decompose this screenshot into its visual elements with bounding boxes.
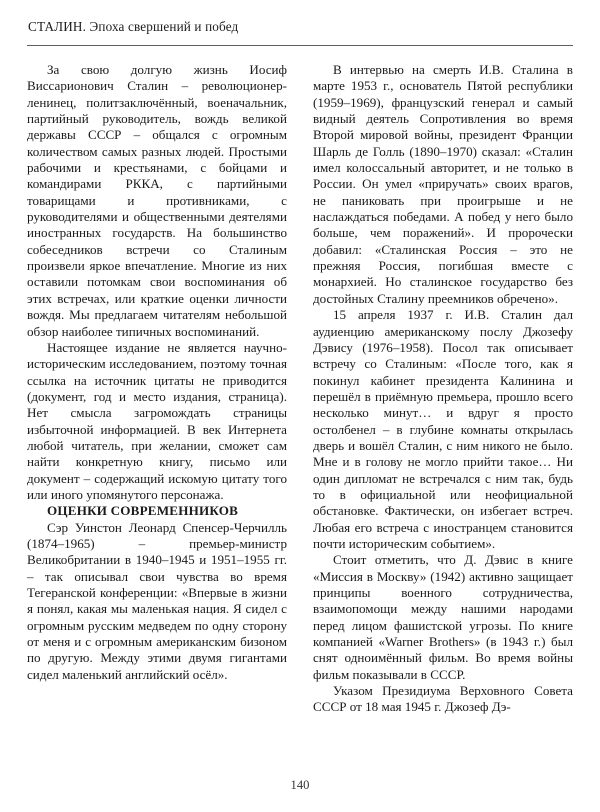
paragraph: 15 апреля 1937 г. И.В. Сталин дал аудиенцию американскому послу Джозефу Дэвису (1976–1958). Посол так описывает встречу со Сталиным: «После того, как я покинул кабинет президента Калинина и перешёл в приёмную премьера, прошло всего несколько минут… и вдруг я просто остолбенел – в глубине комнаты открылась дверь и вошёл Сталин, с ним никого не было. Мне и в голову не могло прийти такое… Ни один дипломат не встречался с ним так, будь то в официальной или неофициальной обстановке. Фактически, он избегает встреч. Любая его встреча с иностранцем становится почти историческим событием». bbox=[313, 307, 573, 551]
page-number: 140 bbox=[290, 778, 310, 792]
left-column bbox=[27, 62, 287, 683]
body-columns bbox=[27, 62, 573, 762]
paragraph: За свою долгую жизнь Иосиф Виссарионович Сталин – революционер-ленинец, политзаключённый, военачальник, партийный руководитель, вождь великой державы СССР – общался с огромным количеством самых разных людей. Простыми рабочими и крестьянами, с бойцами и командирами РККА, с партийными товарищами и противниками, с руководителями и общественными деятелями иностранных государств. На большинство собеседников встречи со Сталиным произвели яркое впечатление. Многие из них оставили потомкам свои воспоминания об этих встречах, или краткие оценки личности вождя. Мы предлагаем читателям небольшой обзор наиболее типичных воспоминаний. bbox=[27, 62, 287, 339]
paragraph: В интервью на смерть И.В. Сталина в марте 1953 г., основатель Пятой республики (1959–1969), французский генерал и самый видный деятель Сопротивления во время Второй мировой войны, президент Франции Шарль де Голль (1890–1970) сказал: «Сталин имел колоссальный авторитет, и не только в России. Он умел «приручать» своих врагов, не паниковать при проигрыше и не наслаждаться победами. А побед у него было больше, чем поражений». И пророчески добавил: «Сталинская Россия – это не прежняя Россия, погибшая вместе с монархией. Но сталинское государство без достойных Сталину преемников обречено». bbox=[313, 62, 573, 306]
paragraph: Стоит отметить, что Д. Дэвис в книге «Миссия в Москву» (1942) активно защищает принципы военного сотрудничества, взаимопомощи между нашими народами перед лицом фашистской угрозы. По книге компанией «Warner Brothers» (в 1943 г.) был снят одноимённый фильм. Во время войны фильм показывали в СССР. bbox=[313, 552, 573, 682]
paragraph: Указом Президиума Верховного Совета СССР от 18 мая 1945 г. Джозеф Дэ- bbox=[313, 683, 573, 715]
paragraph: Сэр Уинстон Леонард Спенсер-Черчилль (1874–1965) – премьер-министр Великобритании в 1940–1945 и 1951–1955 гг. – так описывал свои чувства во время Тегеранской конференции: «Впервые в жизни я понял, какая мы маленькая нация. Я сидел с огромным русским медведем по одну сторону от меня и с огромным американским бизоном по другую. Между этими двумя гигантами сидел маленький английский осёл». bbox=[27, 519, 287, 682]
section-heading: ОЦЕНКИ СОВРЕМЕННИКОВ bbox=[47, 503, 239, 519]
header-rule bbox=[27, 45, 573, 46]
paragraph: Настоящее издание не является научно-историческим исследованием, поэтому точная ссылка на источник цитаты не приводится (документ, год и место издания, страница). Нет смысла загромождать страницы избыточной информацией. В век Интернета любой читатель, при желании, сможет сам найти конкретную книгу, письмо или документ – содержащий искомую цитату того или иного упомянутого персонажа. bbox=[27, 339, 287, 502]
right-column bbox=[313, 62, 573, 716]
running-head: СТАЛИН. Эпоха свершений и побед bbox=[28, 19, 239, 34]
